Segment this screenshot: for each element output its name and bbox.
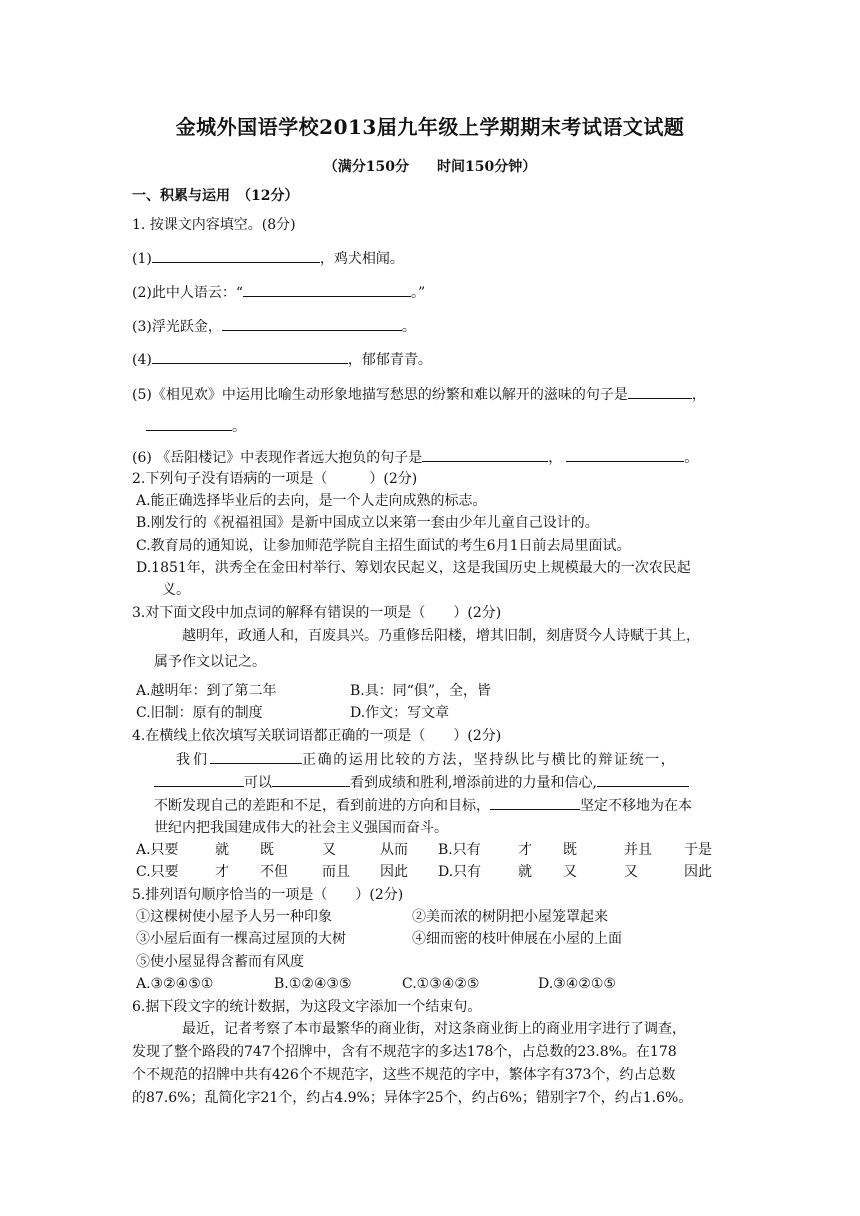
q1-item-1-post: ，鸡犬相闻。	[319, 251, 404, 267]
q4-passage-line-2	[154, 772, 689, 793]
q3-passage-line-1: 越明年，政通人和，百废具兴。乃重修岳阳楼，增其旧制，刻唐贤今人诗赋于其上，	[182, 628, 700, 644]
q1-item-3	[132, 316, 416, 337]
q3-option-a[interactable]: A.越明年：到了第二年	[136, 683, 277, 699]
q1-item-6-post: 。	[684, 450, 699, 466]
q4-passage-line-4: 世纪内把我国建成伟大的社会主义强国而奋斗。	[154, 820, 448, 836]
q5-sentence-1: ①这棵树使小屋予人另一种印象	[136, 909, 332, 925]
section-heading: 一、积累与运用 （12分）	[132, 188, 299, 204]
q4-text: 看到成绩和胜利,增添前进的力量和信心,	[350, 775, 597, 791]
answer-blank[interactable]	[597, 772, 689, 787]
q6-stem: 6.据下段文字的统计数据，为这段文字添加一个结束句。	[132, 999, 482, 1015]
q1-item-2-post: 。”	[411, 285, 426, 301]
q5-sentence-3: ③小屋后面有一棵高过屋顶的大树	[136, 931, 346, 947]
q1-item-4	[132, 349, 432, 370]
answer-blank[interactable]	[152, 349, 348, 364]
q2-option-d[interactable]: D.1851年，洪秀全在金田村举行、筹划农民起义，这是我国历史上规模最大的一次农民起	[136, 560, 691, 576]
q4-option-word: 就	[215, 842, 229, 858]
q2-stem: 2.下列句子没有语病的一项是（ ）(2分)	[132, 471, 418, 487]
q2-option-d-continued: 义。	[162, 582, 190, 598]
q4-option-word: 又	[624, 864, 638, 880]
q4-text: 坚定不移地为在本	[580, 798, 692, 814]
q5-stem: 5.排列语句顺序恰当的一项是（ ）(2分)	[132, 887, 404, 903]
q4-stem: 4.在横线上依次填写关联词语都正确的一项是（ ）(2分)	[132, 728, 502, 744]
q6-paragraph-line: 发现了整个路段的747个招牌中，含有不规范字的多达178个，占总数的23.8%。在178	[132, 1044, 677, 1060]
q4-option-word: 因此	[684, 864, 712, 880]
q4-option-word: 又	[322, 842, 336, 858]
q4-option-word: 又	[563, 864, 577, 880]
q3-option-b[interactable]: B.具：同“俱”，全，皆	[350, 683, 492, 699]
q5-option-b[interactable]: B.①②④③⑤	[274, 976, 352, 992]
q3-option-c[interactable]: C.旧制：原有的制度	[136, 705, 263, 721]
q6-paragraph-line: 最近，记者考察了本市最繁华的商业街，对这条商业街上的商业用字进行了调查，	[182, 1021, 686, 1037]
q1-item-2	[132, 282, 425, 303]
q5-option-c[interactable]: C.①③④②⑤	[402, 976, 480, 992]
q4-option-word: 因此	[380, 864, 408, 880]
q1-item-3-post: 。	[401, 319, 416, 335]
answer-blank[interactable]	[154, 772, 244, 787]
q3-option-d[interactable]: D.作文：写文章	[350, 705, 450, 721]
q1-item-5-continued	[146, 416, 246, 437]
q1-item-5-post: ，	[691, 387, 706, 403]
q4-option-word: 才	[518, 842, 532, 858]
q4-passage-line-1	[176, 749, 676, 770]
answer-blank[interactable]	[152, 248, 320, 263]
q1-item-6-mid: ，	[548, 450, 563, 466]
q2-option-a[interactable]: A.能正确选择毕业后的去向，是一个人走向成熟的标志。	[136, 493, 487, 509]
q1-item-5b-post: 。	[232, 419, 246, 435]
q4-option-word: 既	[563, 842, 577, 858]
q1-item-3-pre: (3)浮光跃金，	[132, 319, 222, 335]
q4-option-word: 既	[260, 842, 274, 858]
q4-option-a-label[interactable]: A.只要	[136, 842, 179, 858]
answer-blank[interactable]	[243, 282, 411, 297]
q5-option-a[interactable]: A.③②④⑤①	[136, 976, 214, 992]
q1-item-4-post: ，郁郁青青。	[347, 352, 432, 368]
q5-sentence-4: ④细而密的枝叶伸展在小屋的上面	[412, 931, 622, 947]
q1-item-1-pre: (1)	[132, 251, 152, 267]
q4-passage-line-3	[154, 795, 692, 816]
q1-item-1	[132, 248, 404, 269]
q4-option-word: 就	[518, 864, 532, 880]
q1-item-2-pre: (2)此中人语云：“	[132, 285, 243, 301]
q1-item-6	[132, 447, 698, 468]
answer-blank[interactable]	[210, 749, 302, 764]
q4-text: 正确的运用比较的方法，坚持纵比与横比的辩证统一，	[302, 752, 677, 768]
answer-blank[interactable]	[222, 316, 402, 331]
answer-blank[interactable]	[422, 447, 548, 462]
q1-item-5	[132, 384, 706, 405]
q4-option-d-label[interactable]: D.只有	[438, 864, 482, 880]
answer-blank[interactable]	[566, 447, 684, 462]
q4-option-word: 并且	[624, 842, 652, 858]
q4-option-c-label[interactable]: C.只要	[136, 864, 179, 880]
page-subtitle: （满分150分 时间150分钟）	[323, 159, 537, 175]
answer-blank[interactable]	[146, 416, 232, 431]
q4-option-word: 从而	[380, 842, 408, 858]
q3-passage-line-2: 属予作文以记之。	[154, 654, 266, 670]
q4-option-word: 而且	[322, 864, 350, 880]
answer-blank[interactable]	[272, 772, 350, 787]
page-title: 金城外国语学校2013届九年级上学期期末考试语文试题	[175, 115, 685, 139]
q2-option-b[interactable]: B.刚发行的《祝福祖国》是新中国成立以来第一套由少年儿童自己设计的。	[136, 515, 599, 531]
answer-blank[interactable]	[628, 384, 692, 399]
q6-paragraph-line: 的87.6%；乱简化字21个，约占4.9%；异体字25个，约占6%；错别字7个，约占1.6%。	[132, 1090, 693, 1106]
q5-sentence-2: ②美而浓的树阴把小屋笼罩起来	[412, 909, 608, 925]
q1-item-4-pre: (4)	[132, 352, 152, 368]
q4-text: 我们	[176, 752, 210, 768]
q1-stem: 1. 按课文内容填空。(8分)	[132, 217, 296, 233]
q3-stem: 3.对下面文段中加点词的解释有错误的一项是（ ）(2分)	[132, 605, 502, 621]
q4-option-word: 不但	[260, 864, 288, 880]
q4-option-b-label[interactable]: B.只有	[438, 842, 481, 858]
q4-option-word: 于是	[684, 842, 712, 858]
q6-paragraph-line: 个不规范的招牌中共有426个不规范字，这些不规范的字中，繁体字有373个，约占总数	[132, 1067, 676, 1083]
q2-option-c[interactable]: C.教育局的通知说，让参加师范学院自主招生面试的考生6月1日前去局里面试。	[136, 538, 631, 554]
q1-item-6-pre: (6) 《岳阳楼记》中表现作者远大抱负的句子是	[132, 450, 423, 466]
q4-option-word: 才	[215, 864, 229, 880]
q5-sentence-5: ⑤使小屋显得含蓄而有风度	[136, 954, 304, 970]
answer-blank[interactable]	[490, 795, 580, 810]
q1-item-5-pre: (5)《相见欢》中运用比喻生动形象地描写愁思的纷繁和难以解开的滋味的句子是	[132, 387, 628, 403]
q4-text: 不断发现自己的差距和不足，看到前进的方向和目标，	[154, 798, 490, 814]
q5-option-d[interactable]: D.③④②①⑤	[538, 976, 616, 992]
q4-text: 可以	[244, 775, 272, 791]
